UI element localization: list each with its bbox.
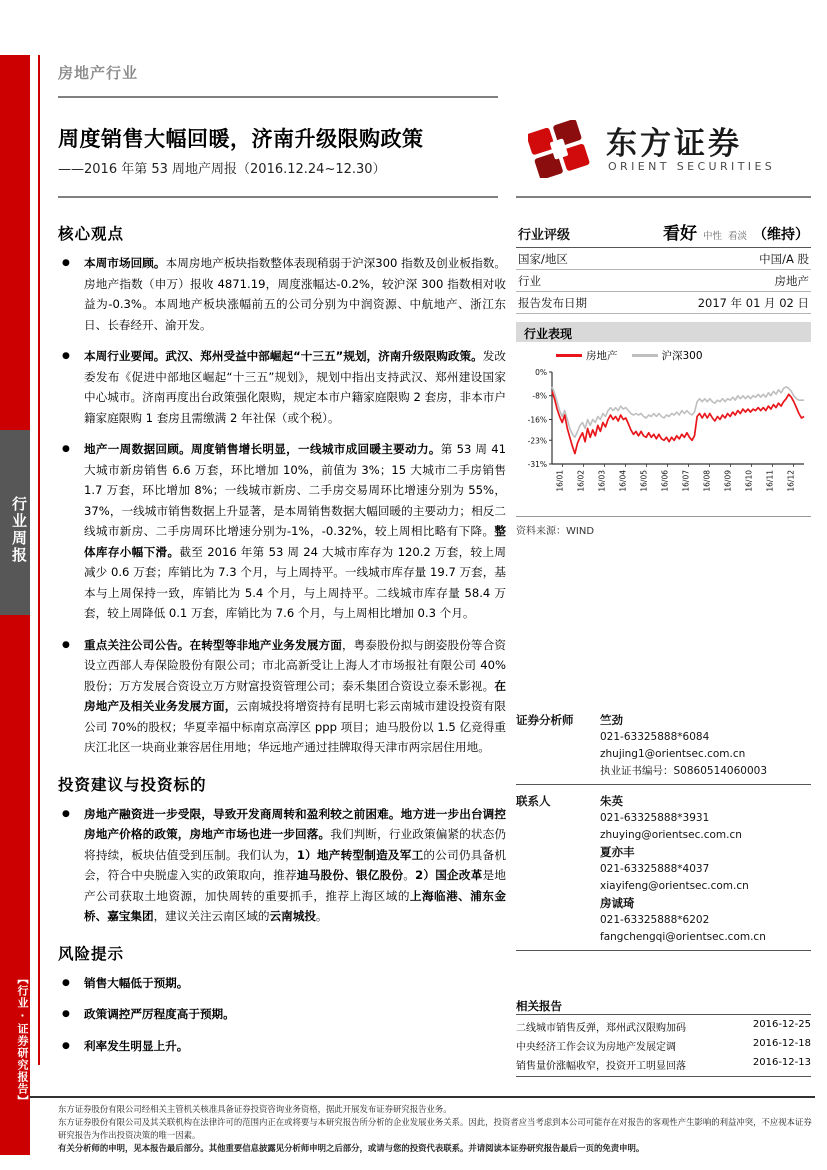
- related-reports-header: [516, 995, 811, 1013]
- row-divider: [516, 313, 811, 314]
- table-row: [516, 270, 811, 291]
- sector-value: 房地产: [774, 274, 809, 288]
- rating-options: [663, 219, 809, 244]
- contact-phone: 021-63325888*3931: [600, 812, 710, 824]
- rating-label: 行业评级: [518, 228, 571, 243]
- svg-text:16/04: 16/04: [618, 470, 628, 492]
- related-report-title: 二线城市销售反弹，郑州武汉限购加码: [516, 1023, 686, 1034]
- svg-text:16/09: 16/09: [723, 470, 733, 492]
- bullet-lead: 本周行业要闻。武汉、郑州受益中部崛起“十三五”规划，济南升级限购政策。: [84, 349, 483, 363]
- investment-text-6: 。: [315, 909, 328, 923]
- contact-phone: 021-63325888*6202: [600, 914, 710, 926]
- svg-text:16/05: 16/05: [639, 470, 649, 492]
- svg-text:0%: 0%: [535, 368, 547, 377]
- disclaimer-line-3: 有关分析师的申明，见本报告最后部分。其他重要信息披露见分析师申明之后部分，或请与您的投资代表联系。并请阅读本证券研究报告最后一页的免责申明。: [58, 1143, 645, 1153]
- legend-label-csi300: 沪深300: [661, 350, 703, 362]
- svg-text:16/11: 16/11: [765, 470, 775, 492]
- svg-text:16/03: 16/03: [597, 470, 607, 492]
- legend-swatch-real-estate: [556, 354, 582, 357]
- contact-email[interactable]: xiayifeng@orientsec.com.cn: [600, 880, 749, 892]
- svg-text:-8%: -8%: [532, 391, 547, 401]
- svg-text:16/06: 16/06: [660, 470, 670, 492]
- core-views-heading: 核心观点: [58, 225, 125, 243]
- main-content: [58, 222, 506, 1067]
- logo-english-name: ORIENT SECURITIES: [608, 160, 776, 173]
- core-views-list: [58, 253, 506, 758]
- list-item[interactable]: [516, 1017, 811, 1036]
- bullet-lead: 地产一周数据回顾。周度销售增长明显，一线城市成回暖主要动力。: [84, 442, 441, 456]
- table-row: [516, 248, 811, 269]
- spine-red-top: [0, 55, 30, 430]
- footer-disclaimer: [58, 1103, 813, 1155]
- logo-divider: [516, 196, 811, 198]
- investment-text-3: 。: [403, 868, 416, 882]
- investment-bold-5: 云南城投: [269, 909, 316, 923]
- investment-text-1: 我们判断，行业政策偏紧的状态仍将持续，板块估值受到压制。我们认为，: [84, 827, 506, 862]
- rating-option-bullish[interactable]: 看好: [662, 224, 697, 244]
- bullet-lead: 本周市场回顾。: [84, 256, 166, 270]
- list-item: [58, 346, 506, 428]
- contact-name: 朱英: [600, 794, 623, 808]
- legend-swatch-csi300: [632, 354, 658, 357]
- header-divider-top: [58, 96, 498, 98]
- svg-text:-31%: -31%: [527, 460, 547, 469]
- bullet-text-2: 截至 2016 年第 53 周 24 大城市库存为 120.2 万套，较上周减少 0.6 万套；库销比为 7.3 个月，与上周持平。一线城市库存量 19.7 万套，基本与上周保持一致，库销比为 5.4 个月，与上周持平。二线城市库存量 58.4 万套，较上周降低 0.1 万套，库销比为 7.6 个月，与上周相比增加 0.3 个月。: [84, 544, 506, 620]
- publish-date-label: 报告发布日期: [518, 296, 587, 310]
- list-item: [58, 635, 506, 758]
- svg-text:16/01: 16/01: [555, 470, 565, 492]
- list-item: ● 政策调控严厉程度高于预期。: [58, 1004, 506, 1025]
- svg-text:16/12: 16/12: [786, 470, 796, 492]
- investment-bold-1: 1）地产转型制造及军工: [296, 847, 424, 862]
- investment-bold-4: 上海临港、浦东金桥、嘉宝集团: [84, 888, 506, 923]
- rating-table: [516, 216, 811, 314]
- analyst-section: [516, 712, 811, 780]
- svg-text:-23%: -23%: [527, 436, 547, 446]
- contacts-label: 联系人: [516, 794, 551, 808]
- page-title: 周度销售大幅回暖，济南升级限购政策: [58, 127, 424, 151]
- list-item: ● 销售大幅低于预期。: [58, 973, 506, 994]
- svg-text:-16%: -16%: [527, 415, 547, 425]
- list-divider: [516, 1076, 811, 1077]
- list-item: ● 利率发生明显上升。: [58, 1036, 506, 1057]
- related-report-title: 销售量价涨幅收窄，投资开工明显回落: [516, 1061, 686, 1072]
- region-value: 中国/A 股: [759, 252, 809, 266]
- analyst-license: 执业证书编号：S0860514060003: [600, 765, 768, 777]
- analyst-email[interactable]: zhujing1@orientsec.com.cn: [600, 748, 746, 760]
- legend-item-real-estate: [556, 348, 618, 363]
- bullet-lead-2: 整体库存小幅下滑。: [84, 524, 506, 559]
- header-divider-bottom: [58, 196, 498, 198]
- disclaimer-line-1: 东方证券股份有限公司经相关主管机关核准具备证券投资咨询业务资格，据此开展发布证券研究报告业务。: [58, 1104, 452, 1114]
- red-vertical-rule: [38, 55, 40, 1065]
- footer-divider: [30, 1096, 815, 1098]
- analyst-label: 证券分析师: [516, 713, 574, 727]
- investment-heading: 投资建议与投资标的: [58, 775, 207, 794]
- company-logo: [528, 118, 798, 180]
- rating-row: [516, 216, 811, 248]
- related-report-date: 2016-12-25: [752, 1019, 811, 1030]
- bullet-text: 第 53 周 41 大城市新房销售 6.6 万套，环比增加 10%，前值为 3%；15 大城市二手房销售 1.7 万套，环比增加 8%；一线城市新房、二手房交易周环比增速分别为 55%，37%，一线城市销售数据上升显著，是本周销售数据大幅回暖的主要动力；相反二线城市新房、二手房周环比增速分别为-1%，-0.32%，较上周相比略有下降。: [84, 442, 506, 538]
- orient-diamond-icon: [528, 120, 590, 178]
- bullet-text: 发改委发布《促进中部地区崛起“十三五”规划》，规划中指出支持武汉、郑州建设国家中心城市。济南再度出台政策强化限购，规定本市户籍家庭限购 2 套房，非本市户籍家庭限购 1 套房且需缴满 2 年社保（或个税）。: [84, 349, 506, 425]
- industry-label: 房地产行业: [58, 64, 139, 82]
- disclaimer-line-2: 东方证券股份有限公司及其关联机构在法律许可的范围内正在或将要与本研究报告所分析的企业发展业务关系。因此，投资者应当考虑到本公司可能存在对报告的客观性产生影响的利益冲突，不应视本证券研究报告为作出投资决策的唯一因素。: [58, 1117, 812, 1140]
- svg-text:16/07: 16/07: [681, 470, 691, 492]
- investment-bold-3: 2）国企改革: [415, 868, 483, 882]
- contact-name: 夏亦丰: [600, 845, 635, 859]
- bullet-text: 本周房地产板块指数整体表现稍弱于沪深300 指数及创业板指数。房地产指数（申万）报收 4871.19，周度涨幅达-0.2%，较沪深 300 指数相对收益为-0.3%。本周地产板块涨幅前五的公司分别为中润资源、中航地产、浙江东日、长春经开、渝开发。: [84, 256, 506, 332]
- spine-weekly-label: 行业周报: [10, 496, 28, 564]
- bullet-text-2: 云南城投将增资持有昆明七彩云南城市建设投资有限公司 70%的股权；华夏幸福中标南京高淳区 ppp 项目；迪马股份以 1.5 亿竞得重庆江北区一块商业兼容居住用地；华远地产通过挂牌取得天津市两宗居住用地。: [84, 699, 506, 754]
- related-reports-label: 相关报告: [516, 999, 562, 1013]
- bullet-lead: 重点关注公司公告。在转型等非地产业务发展方面: [84, 637, 342, 652]
- investment-text-5: ，建议关注云南区域的: [153, 909, 270, 923]
- contact-phone: 021-63325888*4037: [600, 863, 710, 875]
- related-report-title: 中央经济工作会议为房地产发展定调: [516, 1042, 676, 1053]
- contact-name: 房诚琦: [600, 896, 635, 910]
- region-label: 国家/地区: [518, 252, 568, 266]
- investment-list: [58, 804, 506, 927]
- contacts-divider: [516, 950, 811, 951]
- chart-legend: [556, 348, 703, 363]
- legend-item-csi300: [632, 348, 703, 363]
- svg-text:16/02: 16/02: [576, 470, 586, 492]
- publish-date-value: 2017 年 01 月 02 日: [697, 296, 809, 310]
- logo-chinese-name: 东方证券: [606, 126, 742, 162]
- rating-status: （维持）: [753, 227, 809, 243]
- source-divider: [516, 516, 811, 517]
- analyst-divider: [516, 784, 811, 785]
- contacts-section: [516, 793, 811, 946]
- list-item: [58, 804, 506, 927]
- sector-label: 行业: [518, 274, 541, 288]
- related-report-date: 2016-12-18: [752, 1038, 811, 1049]
- list-item[interactable]: [516, 1036, 811, 1055]
- investment-text-4: 是地产公司获取土地资源，加快周转的重要抓手，推荐上海区域的: [84, 868, 506, 903]
- list-item[interactable]: [516, 1055, 811, 1074]
- performance-header-label: 行业表现: [524, 327, 573, 341]
- investment-bold-2: 迪马股份、银亿股份: [296, 868, 404, 882]
- list-divider: [516, 1014, 811, 1015]
- analyst-phone: 021-63325888*6084: [600, 731, 710, 743]
- risk-heading: 风险提示: [58, 944, 125, 963]
- spine-research-label: 【行业·证券研究报告】: [16, 973, 29, 1107]
- bullet-lead-2: 在房地产及相关业务发展方面，: [84, 678, 506, 713]
- page-subtitle: ——2016 年第 53 周地产周报（2016.12.24~12.30）: [58, 162, 386, 177]
- investment-lead: 房地产融资进一步受限，导致开发商周转和盈利较之前困难。地方进一步出台调控房地产价格的政策，房地产市场也进一步回落。: [84, 806, 506, 841]
- analyst-name: 竺劲: [600, 713, 623, 727]
- related-report-date: 2016-12-13: [752, 1057, 811, 1068]
- chart-canvas: [516, 346, 811, 516]
- contact-email[interactable]: zhuying@orientsec.com.cn: [600, 829, 742, 841]
- contact-email[interactable]: fangchengqi@orientsec.com.cn: [600, 931, 766, 943]
- svg-text:16/10: 16/10: [744, 470, 754, 492]
- table-row: [516, 292, 811, 313]
- rating-option-bearish[interactable]: 看淡: [727, 231, 747, 242]
- bullet-text: ，粤泰股份拟与朗姿股份等合资设立西部人寿保险股份有限公司；市北高新受让上海人才市场报社有限公司 40%股份；万方发展合资设立万方财富投资管理公司；泰禾集团合资设立泰禾影视。: [84, 637, 506, 693]
- performance-chart: [516, 346, 811, 516]
- list-item: [58, 253, 506, 335]
- investment-text-2: 的公司仍具备机会，符合中央脱虚入实的政策取向，推荐: [84, 847, 506, 882]
- related-reports-list: [516, 1014, 811, 1077]
- analyst-block: [516, 712, 811, 959]
- chart-source: 资料来源：WIND: [516, 526, 595, 537]
- legend-label-real-estate: 房地产: [586, 350, 618, 362]
- risk-list: [58, 973, 506, 1057]
- svg-text:16/08: 16/08: [702, 470, 712, 492]
- rating-option-neutral[interactable]: 中性: [702, 231, 722, 242]
- list-item: [58, 439, 506, 624]
- performance-header: [516, 322, 811, 342]
